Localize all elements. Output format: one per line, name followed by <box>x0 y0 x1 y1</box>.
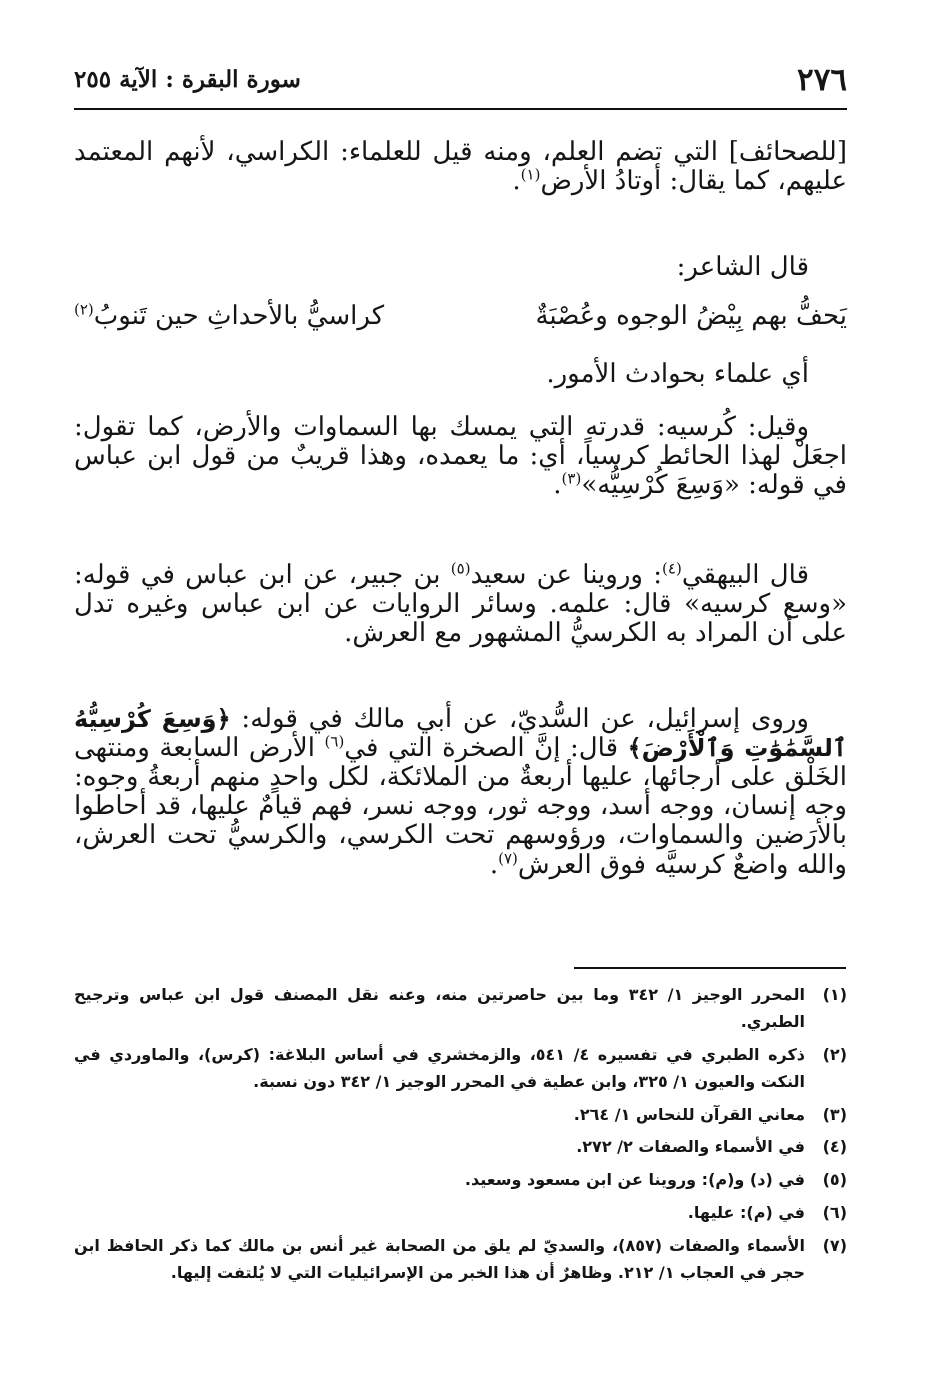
footnote-reference-1: (١) <box>520 165 541 184</box>
poem-second-hemistich-text: كراسيُّ بالأحداثِ حين تَنوبُ <box>93 301 385 331</box>
footnotes <box>74 982 847 1293</box>
footnote-item <box>74 1042 847 1096</box>
footnote-item <box>74 1233 847 1287</box>
footnote-text: في (د) و(م): وروينا عن ابن مسعود وسعيد. <box>464 1170 805 1190</box>
footnote-number: ( ١ ) <box>805 982 847 1009</box>
footnote-separator <box>574 967 846 969</box>
footnote-number: ( ٧ ) <box>805 1233 847 1260</box>
page-number: ٢٧٦ <box>797 62 847 98</box>
running-title: سورة البقرة : الآية ٢٥٥ <box>74 66 301 93</box>
footnote-reference-6: (٦) <box>324 732 345 751</box>
footnote-text: الأسماء والصفات (٨٥٧)، والسديّ لم يلق من الصحابة غير أنس بن مالك كما ذكر الحافظ ابن حجر في العجاب ١/ ٢١٢. وظاهرٌ أن هذا الخبر من الإسرائيليات التي لا يُلتفت إليها. <box>74 1236 805 1282</box>
footnote-number: ( ٢ ) <box>805 1042 847 1069</box>
poem-second-hemistich <box>74 302 384 331</box>
bayhaqi-end: بن جبير، عن ابن عباس في قوله: «وسع كرسيه» قال: علمه. وسائر الروايات عن ابن عباس وغيره تدل على أن المراد به الكرسيُّ المشهور مع العرش. <box>74 560 847 649</box>
footnote-item <box>74 1200 847 1227</box>
poet-label: قال الشاعر: <box>676 252 809 282</box>
israil-paragraph <box>74 705 847 880</box>
footnote-reference-7: (٧) <box>498 848 518 867</box>
poem-first-hemistich: يَحفُّ بهم بِيْضُ الوجوه وعُصْبَةٌ <box>535 301 847 331</box>
footnote-number: ( ٥ ) <box>805 1167 847 1194</box>
kursi-period: . <box>553 470 562 501</box>
footnote-reference-2: (٢) <box>74 300 94 319</box>
footnote-reference-5: (٥) <box>450 559 471 578</box>
footnote-text: في (م): عليها. <box>687 1203 805 1223</box>
poem-line <box>74 302 847 350</box>
israil-start: وروى إسرائيل، عن السُّديّ، عن أبي مالك في قوله: <box>230 704 809 734</box>
kursi-paragraph <box>74 413 847 500</box>
footnote-text: في الأسماء والصفات ٢/ ٢٧٢. <box>576 1137 805 1157</box>
footnote-reference-3: (٣) <box>561 469 582 488</box>
intro-text: [للصحائف] التي تضم العلم، ومنه قيل للعلماء: الكراسي، لأنهم المعتمد عليهم، كما يقال: أوتادُ الأرض <box>74 137 847 197</box>
kursi-text: وقيل: كُرسيه: قدرته التي يمسك بها السماوات والأرض، كما تقول: اجعَلْ لهذا الحائط كرسياً، أي: ما يعمده، وهذا قريبٌ من قول ابن عباس في قوله: «وَسِعَ كُرْسِيُّه» <box>74 412 847 501</box>
footnote-number: ( ٤ ) <box>805 1134 847 1161</box>
footnote-number: ( ٦ ) <box>805 1200 847 1227</box>
page-header <box>74 62 847 110</box>
quran-quote: ﴿وَسِعَ كُرْسِيُّهُ ٱلسَّمَٰوَٰتِ وَٱلْأَرْضَ﴾ <box>74 705 847 763</box>
main-text <box>74 137 848 880</box>
bayhaqi-start: قال البيهقي <box>681 560 809 590</box>
bayhaqi-paragraph <box>74 561 847 648</box>
footnote-reference-4: (٤) <box>662 559 682 578</box>
footnote-text: معاني القرآن للنحاس ١/ ٢٦٤. <box>573 1104 805 1124</box>
footnote-text: المحرر الوجيز ١/ ٣٤٢ وما بين حاصرتين منه، وعنه نقل المصنف قول ابن عباس وترجيح الطبري. <box>74 985 805 1031</box>
footnote-item <box>74 1167 847 1194</box>
intro-period: . <box>512 166 521 197</box>
footnote-number: ( ٣ ) <box>805 1102 847 1129</box>
israil-period: . <box>489 849 499 880</box>
poem-explanation: أي علماء بحوادث الأمور. <box>546 359 809 389</box>
israil-end: الأرض السابعة ومنتهى الخَلْق على أرجائها، عليها أربعةٌ من الملائكة، لكل واحدٍ منهم أربعةُ وجوه: وجه إنسان، ووجه أسد، ووجه ثور، ووجه نسر، فهم قيامٌ عليها، قد أحاطوا بالأرَضين والسماوات، ورؤوسهم تحت الكرسي، والكرسيُّ تحت العرش، والله واضعٌ كرسيَّه فوق العرش <box>74 733 848 880</box>
footnote-text: ذكره الطبري في تفسيره ٤/ ٥٤١، والزمخشري في أساس البلاغة: (كرس)، والماوردي في النكت والعيون ١/ ٣٢٥، وابن عطية في المحرر الوجيز ١/ ٣٤٢ دون نسبة. <box>74 1044 805 1091</box>
footnote-item <box>74 1134 847 1161</box>
footnote-item <box>74 1102 847 1129</box>
intro-paragraph <box>74 138 847 228</box>
israil-middle: قال: إنَّ الصخرة التي في <box>344 733 628 764</box>
footnote-item <box>74 982 847 1036</box>
bayhaqi-middle: : وروينا عن سعيد <box>470 560 663 590</box>
